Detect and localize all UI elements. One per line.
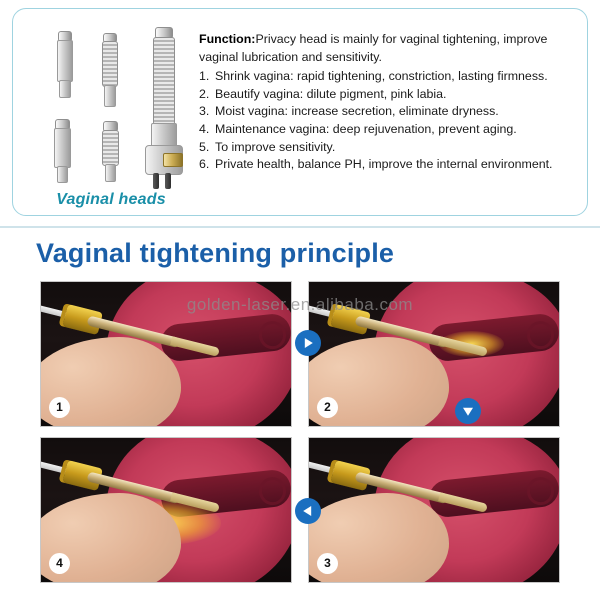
section-divider <box>0 226 600 228</box>
function-text-block <box>199 31 575 174</box>
step-badge: 1 <box>49 397 70 418</box>
gallery-image-4 <box>40 437 292 583</box>
list-item-number: 3. <box>199 104 210 119</box>
principle-gallery <box>40 281 560 583</box>
function-panel <box>12 8 588 216</box>
function-description: Privacy head is mainly for vaginal tightening, improve vaginal lubrication and sensitivity. <box>199 32 548 64</box>
vaginal-heads-illustration <box>13 9 193 215</box>
anatomy-illustration <box>309 282 559 426</box>
probe-tip <box>170 336 220 357</box>
probe-tip <box>438 336 488 357</box>
probe-head-slim-lower <box>49 119 75 183</box>
arrow-right-icon <box>295 330 321 356</box>
function-summary <box>199 31 575 66</box>
list-item-text: To improve sensitivity. <box>215 139 336 154</box>
canal-fold <box>526 477 556 507</box>
anatomy-illustration <box>41 282 291 426</box>
probe-head-slim-upper <box>53 31 75 97</box>
function-label: Function: <box>199 32 256 46</box>
list-item-number: 1. <box>199 69 210 84</box>
canal-fold <box>258 321 288 351</box>
probe-tip <box>438 492 488 513</box>
list-item-text: Shrink vagina: rapid tightening, constriction, lasting firmness. <box>215 69 548 84</box>
gallery-image-1 <box>40 281 292 427</box>
list-item-number: 6. <box>199 157 210 172</box>
step-badge: 2 <box>317 397 338 418</box>
watermark-text: golden-laser.en.alibaba.com <box>186 295 414 314</box>
step-badge: 4 <box>49 553 70 574</box>
list-item-text: Private health, balance PH, improve the internal environment. <box>215 157 553 172</box>
gallery-image-3 <box>308 437 560 583</box>
list-item-text: Maintenance vagina: deep rejuvenation, prevent aging. <box>215 121 517 136</box>
anatomy-illustration <box>309 438 559 582</box>
list-item <box>199 86 575 104</box>
list-item <box>199 68 575 86</box>
list-item-text: Beautify vagina: dilute pigment, pink labia. <box>215 86 447 101</box>
probe-head-ribbed-lower <box>97 121 123 183</box>
list-item <box>199 121 575 139</box>
list-item-number: 4. <box>199 121 210 136</box>
probe-head-ribbed-upper <box>97 33 121 107</box>
canal-fold <box>258 477 288 507</box>
canal-fold <box>526 321 556 351</box>
list-item-number: 5. <box>199 139 210 154</box>
arrow-down-icon <box>455 398 481 424</box>
function-list <box>199 68 575 174</box>
list-item-text: Moist vagina: increase secretion, eliminate dryness. <box>215 104 499 119</box>
list-item <box>199 103 575 121</box>
list-item <box>199 139 575 157</box>
gallery-image-2 <box>308 281 560 427</box>
page-title: Vaginal tightening principle <box>36 238 395 268</box>
arrow-left-icon <box>295 498 321 524</box>
anatomy-illustration <box>41 438 291 582</box>
vaginal-heads-caption: Vaginal heads <box>56 191 166 208</box>
list-item <box>199 156 575 174</box>
probe-tip <box>170 492 220 513</box>
probe-head-large <box>141 27 189 187</box>
step-badge: 3 <box>317 553 338 574</box>
list-item-number: 2. <box>199 86 210 101</box>
